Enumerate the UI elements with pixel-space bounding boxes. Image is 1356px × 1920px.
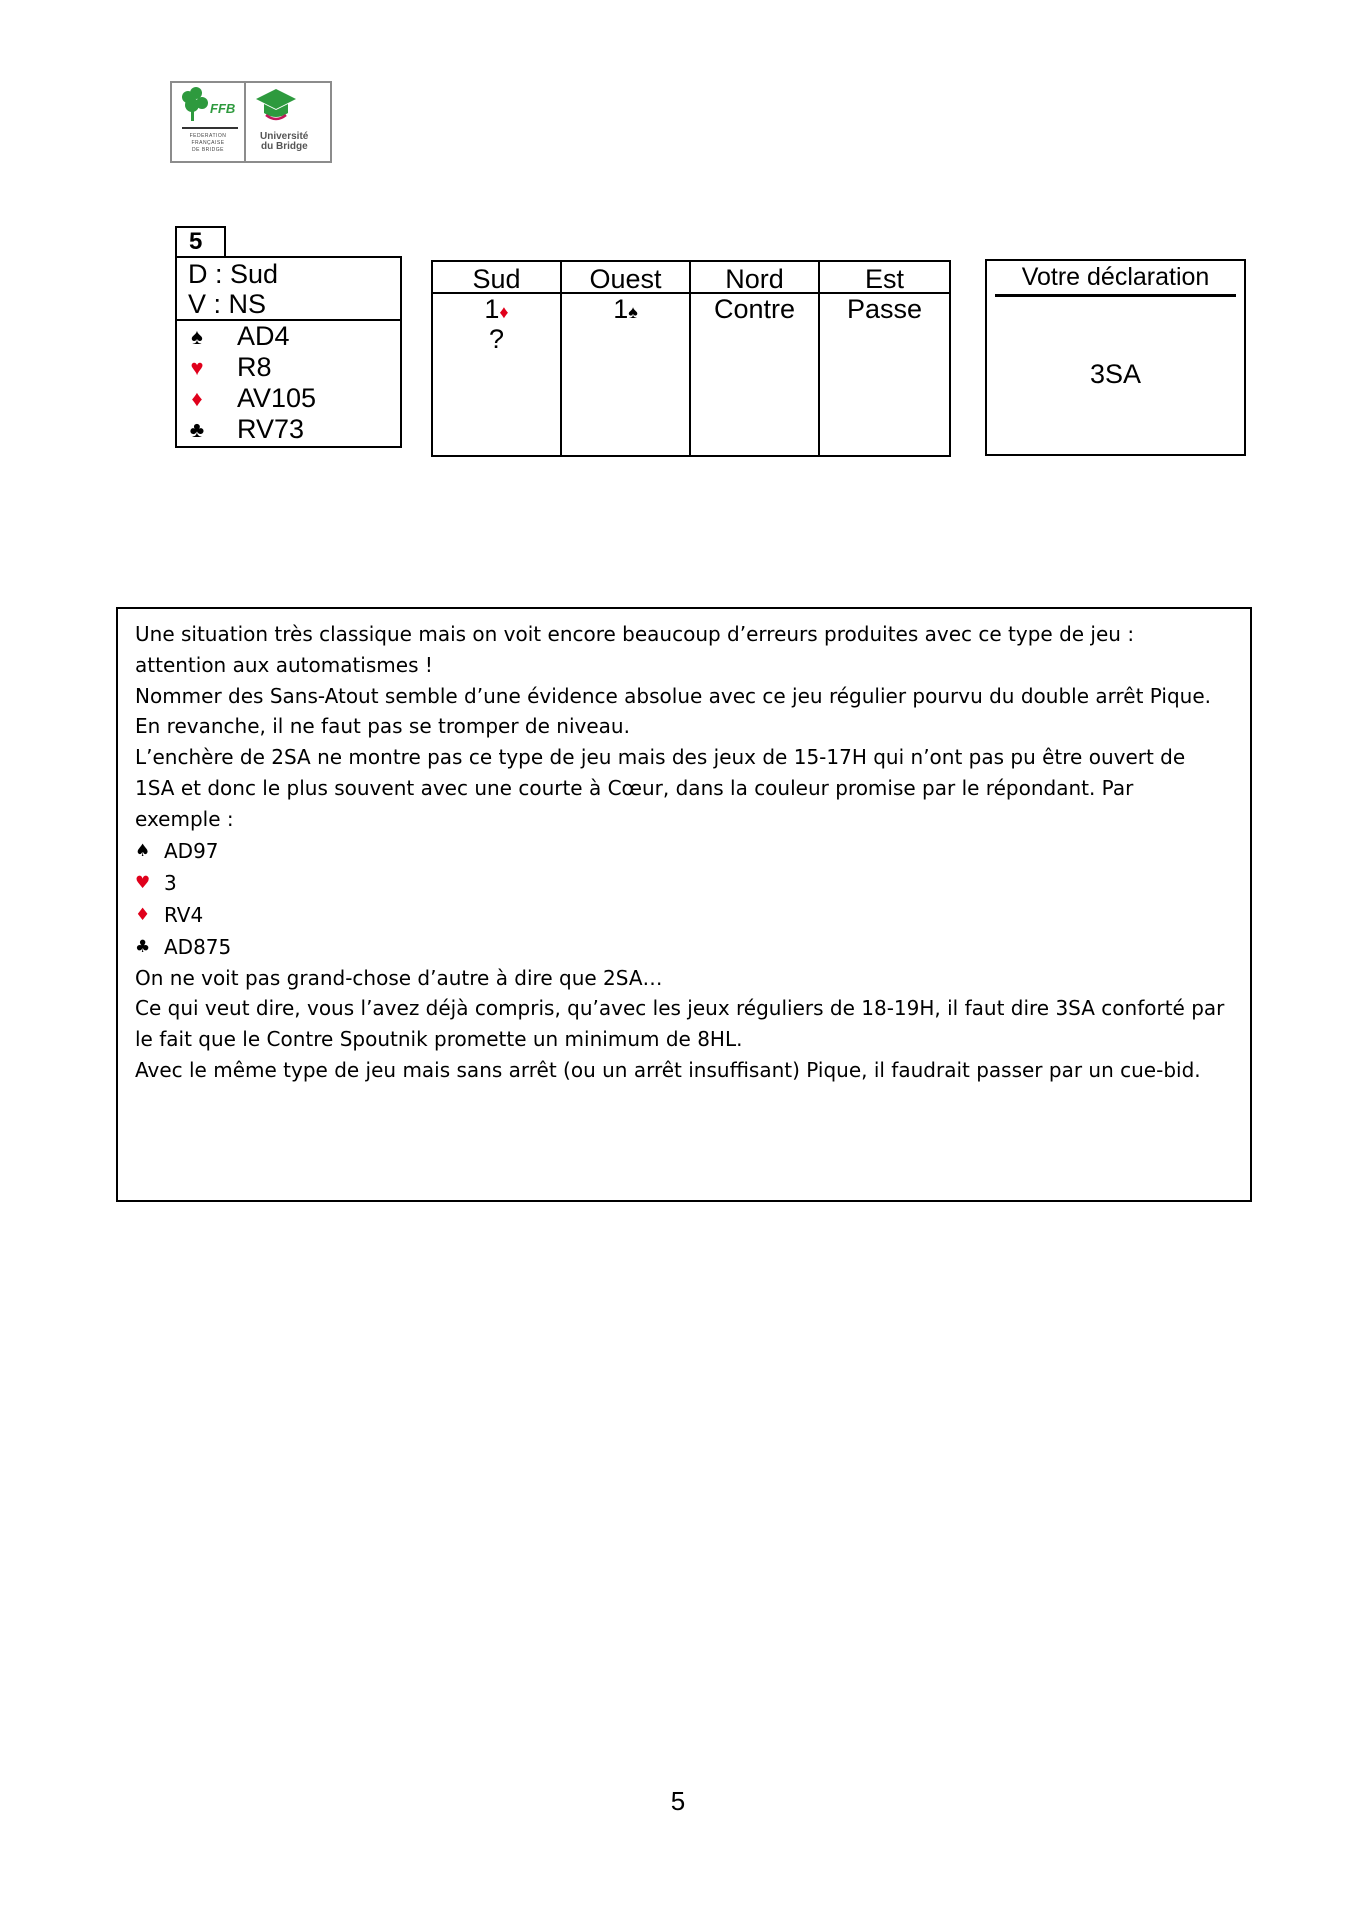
answer-box	[985, 259, 1246, 456]
bid-header-nord: Nord	[691, 262, 818, 294]
hand-cards-diamonds: AV105	[237, 383, 317, 413]
vulnerability-label: V : NS	[188, 289, 267, 319]
club-icon: ♣	[135, 936, 151, 957]
bid-column-sud	[433, 262, 562, 455]
bid-header-sud: Sud	[433, 262, 560, 294]
page-number: 5	[670, 1786, 686, 1816]
answer-title: Votre déclaration	[1021, 263, 1210, 291]
bid-sud-level: 1	[484, 294, 500, 324]
ffb-mark: FFB	[210, 101, 236, 116]
club-icon: ♣	[189, 416, 205, 442]
bid-est-1: Passe	[846, 294, 923, 324]
ub-text-1: Université	[260, 131, 309, 142]
bid-ouest-1	[562, 294, 689, 324]
comment-line: Une situation très classique mais on voit encore beaucoup d’erreurs produites avec ce type de jeu :	[135, 622, 1135, 646]
example-cards-hearts: 3	[164, 870, 177, 895]
ub-text-2: du Bridge	[261, 141, 308, 152]
example-hand-clubs	[135, 931, 1233, 963]
example-hand-hearts	[135, 867, 1233, 899]
answer-divider	[995, 294, 1236, 297]
hand-row-hearts	[177, 352, 400, 383]
graduation-cap-icon	[246, 83, 330, 129]
bid-ouest-level: 1	[613, 294, 629, 324]
ffb-subtitle-2: FRANÇAISE	[191, 140, 225, 146]
dealer-label: D : Sud	[188, 259, 279, 289]
comment-line: On ne voit pas grand-chose d’autre à dire que 2SA…	[135, 965, 663, 990]
hand-row-spades	[177, 321, 400, 352]
example-hand-diamonds	[135, 899, 1233, 931]
comment-line: 1SA et donc le plus souvent avec une courte à Cœur, dans la couleur promise par le répondant. Par	[135, 775, 1134, 800]
spade-icon: ♠	[191, 323, 203, 349]
example-hand-spades	[135, 835, 1233, 867]
bid-column-nord	[691, 262, 820, 455]
bid-header-ouest: Ouest	[562, 262, 689, 294]
heart-icon: ♥	[135, 872, 151, 893]
comment-line: Nommer des Sans-Atout semble d’une évidence absolue avec ce jeu régulier pourvu du double arrêt Pique.	[135, 683, 1211, 708]
hand-row-clubs	[177, 414, 400, 445]
bid-sud-1	[433, 294, 560, 324]
bid-column-est	[820, 262, 949, 455]
ffb-subtitle-3: DE BRIDGE	[191, 147, 224, 153]
comment-line: Ce qui veut dire, vous l’avez déjà compris, qu’avec les jeux réguliers de 18-19H, il faut dire 3SA conforté par	[135, 996, 1225, 1021]
bid-header-est: Est	[820, 262, 949, 294]
bid-nord-1: Contre	[713, 294, 796, 324]
comment-line: En revanche, il ne faut pas se tromper de niveau.	[135, 714, 630, 739]
ffb-logo	[172, 83, 246, 161]
hand-cards-clubs: RV73	[237, 414, 305, 444]
deal-box	[175, 256, 402, 448]
deal-header	[177, 258, 400, 321]
diamond-icon: ♦	[135, 904, 151, 925]
heart-icon: ♥	[190, 354, 204, 380]
hand-cards-hearts: R8	[237, 352, 272, 382]
spade-icon: ♠	[628, 302, 638, 322]
comment-line: le fait que le Contre Spoutnik promette un minimum de 8HL.	[135, 1027, 743, 1052]
example-cards-diamonds: RV4	[164, 902, 204, 927]
answer-value: 3SA	[1089, 359, 1142, 389]
comment-line: attention aux automatismes !	[135, 652, 433, 677]
example-cards-clubs: AD875	[164, 934, 232, 959]
bid-column-ouest	[562, 262, 691, 455]
bid-sud-question: ?	[488, 324, 505, 354]
bidding-table	[431, 260, 951, 457]
spade-icon: ♠	[135, 840, 151, 861]
commentary-box	[116, 607, 1252, 1202]
university-logo	[246, 83, 330, 161]
ffb-university-logo	[170, 81, 332, 163]
hand-row-diamonds	[177, 383, 400, 414]
ffb-subtitle-1: FEDERATION	[189, 133, 227, 139]
diamond-icon: ♦	[191, 385, 203, 411]
comment-line: L’enchère de 2SA ne montre pas ce type de jeu mais des jeux de 15-17H qui n’ont pas pu être ouvert de	[135, 745, 1186, 770]
comment-line: Avec le même type de jeu mais sans arrêt (ou un arrêt insuffisant) Pique, il faudrait passer par un cue-bid.	[135, 1057, 1201, 1082]
diamond-icon: ♦	[499, 302, 509, 322]
comment-line: exemple :	[135, 806, 234, 831]
hand-cards-spades: AD4	[237, 321, 290, 351]
deal-number: 5	[175, 226, 226, 256]
example-cards-spades: AD97	[164, 838, 219, 863]
